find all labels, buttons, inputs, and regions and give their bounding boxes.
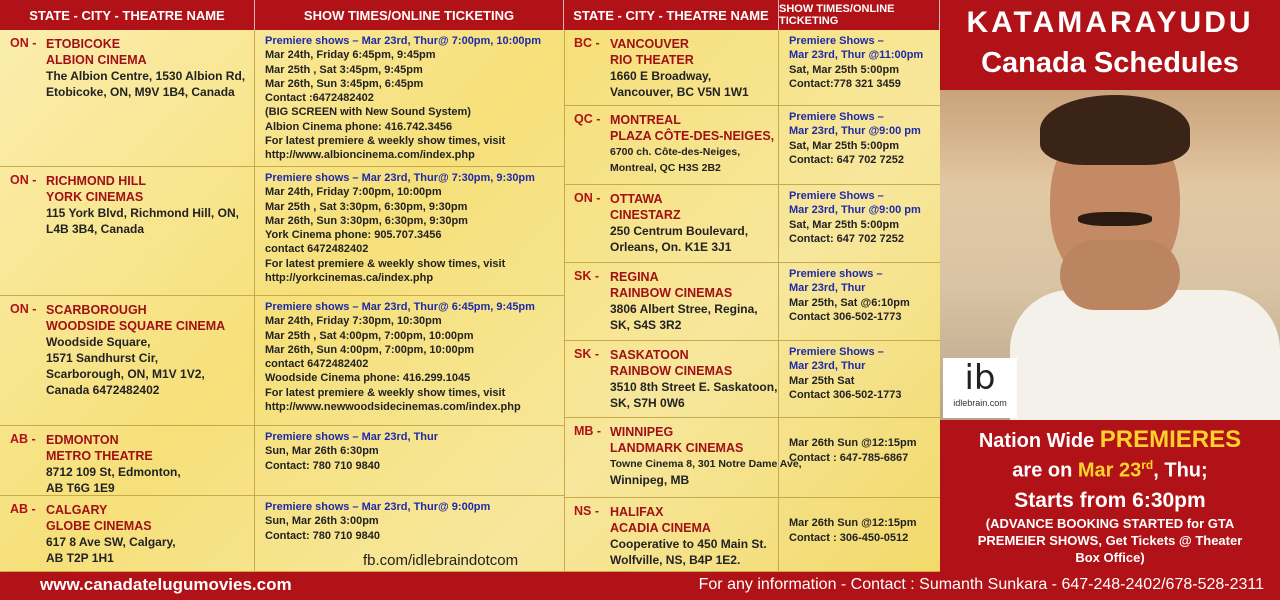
showtime-line: Contact 306-502-1773 [789,310,902,323]
schedule-row [0,296,564,426]
theatre-info [46,432,181,495]
schedule-row [0,426,564,496]
theatre-info [46,502,176,567]
showtime-line: Contact 306-502-1773 [789,388,902,401]
showtime-line: Mar 25th , Sat 4:00pm, 7:00pm, 10:00pm [265,329,474,342]
province-code: QC - [574,112,601,126]
showtime-line: Mar 25th Sat [789,374,855,387]
schedule-row [564,341,940,418]
city-name: MONTREAL [610,113,681,127]
schedule-row [564,106,940,185]
theatre-info [610,112,774,180]
header-theatre-left: STATE - CITY - THEATRE NAME [0,0,255,30]
footer-bar [0,572,1280,600]
theatre-cell [0,167,255,295]
premiere-date-line: Mar 23rd, Thur @11:00pm [789,49,924,62]
movie-title: KATAMARAYUDU [966,6,1254,39]
city-name: REGINA [610,270,659,284]
city-name: VANCOUVER [610,37,689,51]
showtime-line: Mar 26th Sun @12:15pm [789,517,917,530]
showtime-line: Albion Cinema phone: 416.742.3456 [265,120,453,133]
theatre-name: PLAZA CÔTE-DES-NEIGES, [610,129,775,143]
website-link[interactable]: www.canadatelugumovies.com [40,575,292,594]
address-line: Woodside Square, [46,335,151,349]
address-line: 3510 8th Street E. Saskatoon, [610,380,778,394]
showtime-line: Contact : 647-785-6867 [789,451,909,464]
theatre-name: CINESTARZ [610,208,681,222]
address-line: The Albion Centre, 1530 Albion Rd, [46,69,246,83]
showtime-line: Contact :6472482402 [265,92,374,105]
theatre-info [46,302,225,421]
schedule-row [564,30,940,106]
address-line: SK, S4S 3R2 [610,318,682,332]
theatre-info [610,424,802,493]
showtime-line: Contact: 647 702 7252 [789,232,904,245]
province-code: BC - [574,36,600,50]
showtimes-cell [255,426,564,495]
theatre-info [610,36,749,101]
showtime-line: Woodside Cinema phone: 416.299.1045 [265,372,471,385]
header-theatre-right: STATE - CITY - THEATRE NAME [564,0,779,30]
showtimes-cell [779,185,940,262]
province-code: MB - [574,424,602,438]
schedule-row [564,418,940,498]
theatre-info [610,504,767,567]
showtime-line: Mar 26th, Sun 3:30pm, 6:30pm, 9:30pm [265,214,468,227]
showtimes-cell [255,167,564,295]
theatre-cell [564,498,779,571]
city-name: RICHMOND HILL [46,174,146,188]
premiere-date-line: Mar 23rd, Thur [789,360,866,373]
premiere-headline: Nation Wide PREMIERES [978,426,1242,453]
city-name: OTTAWA [610,192,663,206]
schedule-title: Canada Schedules [981,47,1239,79]
theatre-cell [564,185,779,262]
showtime-line: Contact: 780 710 9840 [265,529,380,542]
premiere-date: are on Mar 23rd, Thu; [1012,458,1208,482]
theatre-info [610,269,758,336]
province-code: SK - [574,269,599,283]
booking-note: (ADVANCE BOOKING STARTED for GTA PREMEIER SHOWS, Get Tickets @ Theater Box Office) [977,516,1243,565]
theatre-cell [0,30,255,166]
theatre-name: ACADIA CINEMA [610,521,711,535]
showtime-line: Contact: 647 702 7252 [789,153,904,166]
cinema-website-link[interactable]: http://www.newwoodsidecinemas.com/index.php [265,401,521,414]
premiere-date-line: Mar 23rd, Thur @9:00 pm [789,125,921,138]
showtimes-cell [779,30,940,105]
address-line: 250 Centrum Boulevard, [610,224,749,238]
theatre-name: RIO THEATER [610,53,694,67]
province-code: ON - [574,191,601,205]
showtime-line: Contact:778 321 3459 [789,77,901,90]
theatre-cell [0,296,255,425]
premiere-line: Premiere shows – Mar 23rd, Thur@ 9:00pm [265,501,491,513]
theatre-cell [564,418,802,497]
address-line: L4B 3B4, Canada [46,222,145,236]
showtime-line: For latest premiere & weekly show times, visit [265,257,506,270]
theatre-name: LANDMARK CINEMAS [610,441,744,455]
address-line: Etobicoke, ON, M9V 1B4, Canada [46,85,235,99]
showtime-line: Sat, Mar 25th 5:00pm [789,63,900,76]
theatre-info [46,173,239,291]
premiere-line: Premiere shows – [789,268,883,280]
city-name: HALIFAX [610,505,664,519]
contact-info: For any information - Contact : Sumanth Sunkara - 647-248-2402/678-528-2311 [698,576,1264,593]
theatre-name: ALBION CINEMA [46,53,147,67]
province-code: ON - [10,173,37,187]
premiere-line: Premiere Shows – [789,111,884,123]
address-line: 6700 ch. Côte-des-Neiges, [610,146,741,158]
showtime-line: For latest premiere & weekly show times, visit [265,386,506,399]
address-line: Wolfville, NS, B4P 1E2. [610,553,741,567]
province-code: ON - [10,302,37,316]
facebook-link[interactable]: fb.com/idlebraindotcom [363,552,519,569]
premiere-line: Premiere shows – Mar 23rd, Thur@ 7:30pm, 9:30pm [265,172,535,184]
address-line: Vancouver, BC V5N 1W1 [610,85,749,99]
start-time: Starts from 6:30pm [1014,489,1206,512]
address-line: 1571 Sandhurst Cir, [46,351,159,365]
schedule-row [0,167,564,296]
theatre-name: YORK CINEMAS [46,190,144,204]
province-code: ON - [10,36,37,50]
province-code: SK - [574,347,599,361]
theatre-info [610,347,777,413]
showtime-line: Sat, Mar 25th 5:00pm [789,139,900,152]
showtime-line: Sun, Mar 26th 3:00pm [265,515,379,528]
schedule-row [564,185,940,263]
address-line: Canada 6472482402 [46,383,160,397]
showtime-line: Mar 24th, Friday 6:45pm, 9:45pm [265,49,436,62]
city-name: SASKATOON [610,348,689,362]
premiere-line: Premiere Shows – [789,190,884,202]
province-code: AB - [10,502,36,516]
address-line: Montreal, QC H3S 2B2 [610,162,721,174]
theatre-cell [564,106,779,184]
showtime-line: contact 6472482402 [265,358,369,371]
showtimes-cell [779,263,940,340]
theatre-name: RAINBOW CINEMAS [610,364,733,378]
address-line: SK, S7H 0W6 [610,396,685,410]
city-name: CALGARY [46,503,108,517]
address-line: 8712 109 St, Edmonton, [46,465,181,479]
premiere-date-line: Mar 23rd, Thur [789,282,866,295]
showtime-line: Contact : 306-450-0512 [789,531,909,544]
actor-photo [940,90,1280,420]
showtime-line: Mar 24th, Friday 7:00pm, 10:00pm [265,186,442,199]
premiere-line: Premiere shows – Mar 23rd, Thur@ 7:00pm, 10:00pm [265,35,542,47]
showtime-line: (BIG SCREEN with New Sound System) [265,106,471,119]
showtime-line: Mar 25th , Sat 3:30pm, 6:30pm, 9:30pm [265,200,468,213]
city-name: WINNIPEG [610,425,674,439]
showtime-line: Sun, Mar 26th 6:30pm [265,445,379,458]
theatre-cell [0,426,255,495]
showtime-line: York Cinema phone: 905.707.3456 [265,229,442,242]
city-name: EDMONTON [46,433,119,447]
theatre-info [46,36,245,162]
showtimes-cell [779,341,940,417]
theatre-name: WOODSIDE SQUARE CINEMA [46,319,226,333]
address-line: Towne Cinema 8, 301 Notre Dame Ave, [610,458,802,470]
showtimes-cell [255,296,564,425]
showtime-line: Mar 26th Sun @12:15pm [789,437,917,450]
showtimes-cell [779,106,940,184]
header-shows-left: SHOW TIMES/ONLINE TICKETING [255,0,564,30]
showtime-line: Mar 25th, Sat @6:10pm [789,296,910,309]
showtime-line: Mar 26th, Sun 4:00pm, 7:00pm, 10:00pm [265,343,475,356]
showtime-line: Mar 26th, Sun 3:45pm, 6:45pm [265,77,424,90]
province-code: NS - [574,504,599,518]
cinema-website-link[interactable]: http://www.albioncinema.com/index.php [265,149,475,162]
address-line: 617 8 Ave SW, Calgary, [46,535,176,549]
theatre-name: RAINBOW CINEMAS [610,286,733,300]
theatre-cell [0,496,255,571]
city-name: ETOBICOKE [46,37,121,51]
cinema-website-link[interactable]: http://yorkcinemas.ca/index.php [265,272,434,285]
showtime-line: Mar 24th, Friday 7:30pm, 10:30pm [265,315,442,328]
showtime-line: contact 6472482402 [265,243,369,256]
province-code: AB - [10,432,36,446]
premiere-line: Premiere shows – Mar 23rd, Thur@ 6:45pm, 9:45pm [265,301,535,313]
header-shows-right: SHOW TIMES/ONLINE TICKETING [779,0,940,30]
showtimes-cell [779,418,940,497]
showtime-line: Sat, Mar 25th 5:00pm [789,218,900,231]
schedule-row [0,30,564,167]
theatre-name: GLOBE CINEMAS [46,519,152,533]
showtimes-cell [779,498,940,571]
promo-panel [940,0,1280,572]
premiere-date-line: Mar 23rd, Thur @9:00 pm [789,204,921,217]
schedule-row [564,498,940,572]
address-line: 3806 Albert Stree, Regina, [610,302,758,316]
showtimes-cell [255,30,564,166]
idlebrain-logo: ib idlebrain.com [943,358,1017,418]
address-line: Orleans, On. K1E 3J1 [610,240,732,254]
address-line: AB T6G 1E9 [46,481,115,495]
theatre-name: METRO THEATRE [46,449,153,463]
theatre-cell [564,341,779,417]
address-line: Scarborough, ON, M1V 1V2, [46,367,205,381]
address-line: Cooperative to 450 Main St. [610,537,767,551]
showtime-line: Contact: 780 710 9840 [265,459,380,472]
address-line: Winnipeg, MB [610,473,690,487]
city-name: SCARBOROUGH [46,303,147,317]
address-line: 115 York Blvd, Richmond Hill, ON, [46,206,239,220]
schedule-row [564,263,940,341]
address-line: AB T2P 1H1 [46,551,114,565]
theatre-cell [564,263,779,340]
theatre-cell [564,30,779,105]
premiere-line: Premiere Shows – [789,346,884,358]
premiere-line: Premiere Shows – [789,35,884,47]
address-line: 1660 E Broadway, [610,69,712,83]
showtime-line: For latest premiere & weekly show times, visit [265,135,506,148]
premiere-line: Premiere shows – Mar 23rd, Thur [265,431,439,443]
theatre-info [610,191,748,258]
showtime-line: Mar 25th , Sat 3:45pm, 9:45pm [265,63,423,76]
